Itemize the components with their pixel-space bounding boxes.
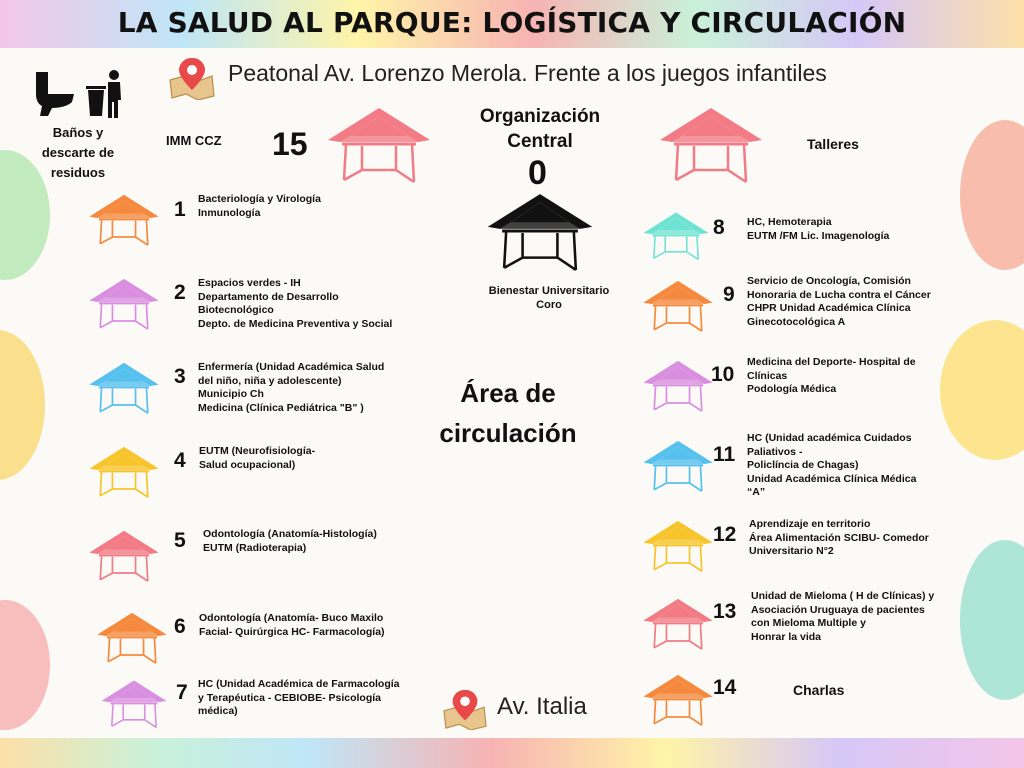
stand-number-13: 13 [713,600,737,623]
stand-number-12: 12 [713,523,737,546]
tent-icon [100,678,168,730]
talks-label: Charlas [793,682,845,698]
stand-number-1: 1 [174,198,186,221]
tent-icon [88,528,160,584]
bathrooms-label: Baños y descarte de residuos [41,125,115,180]
decorative-blob [940,320,1024,460]
stand-description-7: HC (Unidad Académica de Farmacología y Terapéutica - CEBIOBE- Psicología médica) [198,678,400,717]
tent-icon [88,276,160,332]
tent-icon [642,210,710,262]
tent-icon [96,610,168,666]
imm-ccz-label: IMM CCZ [166,133,222,148]
decorative-paint-strip-bottom [0,738,1024,768]
tent-icon [658,104,764,186]
tent-icon [642,672,714,728]
tent-icon [642,358,714,414]
stand-number-2: 2 [174,281,186,304]
stand-number-9: 9 [723,283,735,306]
tent-icon [642,278,714,334]
stand-number-6: 6 [174,615,186,638]
tent-icon [88,192,160,248]
workshops-label: Talleres [807,136,859,152]
tent-icon [88,444,160,500]
decorative-blob [0,330,45,480]
stand-description-10: Medicina del Deporte- Hospital de Clínicas Podología Médica [747,356,916,395]
bienestar-label: Bienestar Universitario Coro [488,285,610,311]
stand-description-9: Servicio de Oncología, Comisión Honoraria de Lucha contra el Cáncer CHPR Unidad Académica Clínica Ginecotocológica A [747,275,931,328]
top-location-label: Peatonal Av. Lorenzo Merola. Frente a los juegos infantiles [228,60,827,86]
stand-description-1: Bacteriología y Virología Inmunología [198,193,321,219]
decorative-blob [0,600,50,730]
tent-icon [88,360,160,416]
tent-icon [484,190,596,274]
stand-description-5: Odontología (Anatomía-Histología) EUTM (Radioterapia) [203,528,377,554]
stand-number-8: 8 [713,216,725,239]
stand-number-15: 15 [272,126,308,162]
bottom-location-label: Av. Italia [497,693,587,720]
toilet-trash-icon [28,66,128,120]
stand-number-5: 5 [174,529,186,552]
stand-number-3: 3 [174,365,186,388]
stand-number-7: 7 [176,681,188,704]
stand-number-14: 14 [713,676,737,699]
stand-description-13: Unidad de Mieloma ( H de Clínicas) y Asociación Uruguaya de pacientes con Mieloma Multiple y Honrar la vida [751,590,935,643]
stand-description-11: HC (Unidad académica Cuidados Paliativos - Policlíncia de Chagas) Unidad Académica Clínica Médica “A” [747,432,917,498]
tent-icon [642,596,714,652]
stand-number-0: 0 [528,154,547,192]
stand-number-10: 10 [711,363,735,386]
page-title: LA SALUD AL PARQUE: LOGÍSTICA Y CIRCULACIÓN [117,6,907,39]
map-pin-icon [166,54,218,100]
tent-icon [642,518,714,574]
map-pin-icon [440,686,490,730]
stand-description-3: Enfermería (Unidad Académica Salud del niño, niña y adolescente) Municipio Ch Medicina (Clínica Pediátrica "B" ) [198,361,385,414]
decorative-blob [960,540,1024,700]
central-organization-label: Organización Central [479,106,601,152]
stand-description-8: HC, Hemoterapia EUTM /FM Lic. Imagenología [747,216,890,242]
stand-description-2: Espacios verdes - IH Departamento de Desarrollo Biotecnológico Depto. de Medicina Preventiva y Social [198,277,393,330]
stand-number-4: 4 [174,449,186,472]
tent-icon [642,438,714,494]
tent-icon [326,104,432,186]
stand-description-12: Aprendizaje en territorio Área Alimentación SCIBU- Comedor Universitario N°2 [749,518,929,557]
circulation-area-label: Área de circulación [439,378,577,448]
decorative-blob [960,120,1024,270]
stand-description-6: Odontología (Anatomía- Buco Maxilo Facial- Quirúrgica HC- Farmacología) [199,612,385,638]
stand-number-11: 11 [713,443,736,466]
stand-description-4: EUTM (Neurofisiología- Salud ocupacional) [199,445,316,471]
